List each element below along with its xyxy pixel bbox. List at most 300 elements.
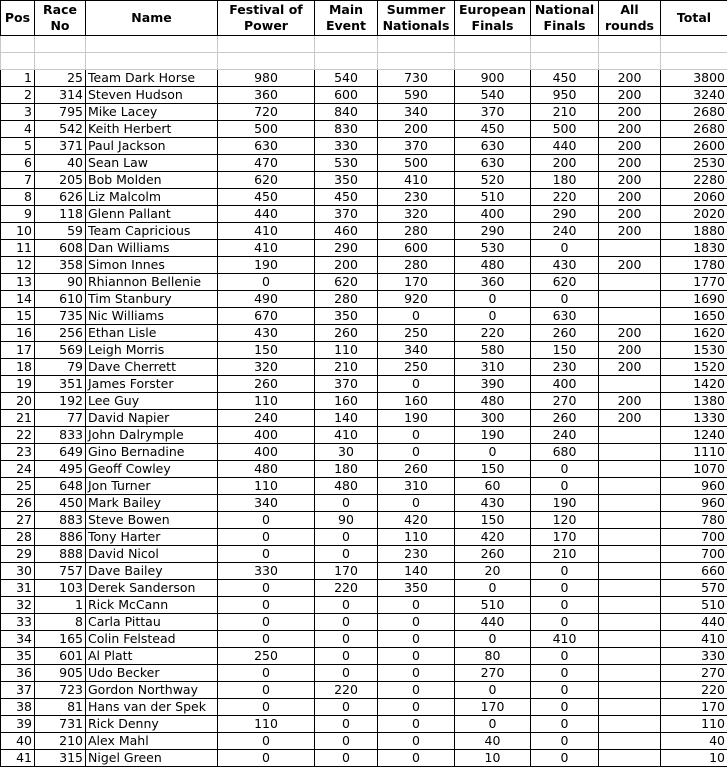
cell-summer: 0 — [378, 495, 455, 512]
cell-race-no: 886 — [35, 529, 86, 546]
cell-total: 1070 — [661, 461, 727, 478]
cell-pos: 25 — [1, 478, 35, 495]
cell-national: 210 — [531, 546, 599, 563]
cell-pos: 20 — [1, 393, 35, 410]
cell-summer: 350 — [378, 580, 455, 597]
table-row — [1, 121, 727, 138]
cell-all-rounds — [599, 376, 661, 393]
cell-all-rounds: 200 — [599, 359, 661, 376]
cell-all-rounds — [599, 597, 661, 614]
cell-name: Keith Herbert — [86, 121, 218, 138]
table-row — [1, 461, 727, 478]
cell-total: 3800 — [661, 70, 727, 87]
cell-festival: 720 — [218, 104, 315, 121]
cell-festival: 630 — [218, 138, 315, 155]
cell-festival: 400 — [218, 427, 315, 444]
cell-total: 2530 — [661, 155, 727, 172]
cell-national: 0 — [531, 648, 599, 665]
cell-national: 150 — [531, 342, 599, 359]
cell-main-event: 30 — [315, 444, 378, 461]
cell-festival: 0 — [218, 682, 315, 699]
cell-all-rounds — [599, 478, 661, 495]
cell-summer: 190 — [378, 410, 455, 427]
cell-race-no: 103 — [35, 580, 86, 597]
cell-european: 80 — [455, 648, 531, 665]
cell-pos: 18 — [1, 359, 35, 376]
cell-total: 570 — [661, 580, 727, 597]
cell-european: 0 — [455, 580, 531, 597]
cell-national: 440 — [531, 138, 599, 155]
header-row — [1, 1, 727, 36]
table-row — [1, 682, 727, 699]
cell-main-event: 370 — [315, 206, 378, 223]
cell-all-rounds: 200 — [599, 189, 661, 206]
cell-name: Alex Mahl — [86, 733, 218, 750]
cell-race-no: 450 — [35, 495, 86, 512]
cell-pos: 39 — [1, 716, 35, 733]
cell-name: Bob Molden — [86, 172, 218, 189]
table-row — [1, 291, 727, 308]
cell-summer: 160 — [378, 393, 455, 410]
cell-main-event: 140 — [315, 410, 378, 427]
cell-european: 310 — [455, 359, 531, 376]
cell-all-rounds — [599, 529, 661, 546]
cell-race-no: 315 — [35, 750, 86, 767]
cell-main-event: 0 — [315, 750, 378, 767]
cell-national: 0 — [531, 665, 599, 682]
cell-total: 1380 — [661, 393, 727, 410]
cell-name: Geoff Cowley — [86, 461, 218, 478]
cell-main-event: 200 — [315, 257, 378, 274]
cell-pos: 30 — [1, 563, 35, 580]
cell-main-event: 290 — [315, 240, 378, 257]
cell-race-no: 59 — [35, 223, 86, 240]
cell-race-no: 569 — [35, 342, 86, 359]
cell-main-event: 350 — [315, 308, 378, 325]
cell-total: 1690 — [661, 291, 727, 308]
cell-main-event: 0 — [315, 733, 378, 750]
cell-national: 500 — [531, 121, 599, 138]
cell-festival: 0 — [218, 512, 315, 529]
cell-name: Derek Sanderson — [86, 580, 218, 597]
cell-summer: 200 — [378, 121, 455, 138]
cell-all-rounds — [599, 461, 661, 478]
cell-race-no: 8 — [35, 614, 86, 631]
cell-all-rounds — [599, 427, 661, 444]
cell-total: 960 — [661, 478, 727, 495]
cell-race-no: 735 — [35, 308, 86, 325]
cell-european: 540 — [455, 87, 531, 104]
cell-festival: 490 — [218, 291, 315, 308]
cell-festival: 410 — [218, 240, 315, 257]
cell-all-rounds — [599, 750, 661, 767]
cell-european: 510 — [455, 597, 531, 614]
cell-main-event: 0 — [315, 546, 378, 563]
table-row — [1, 631, 727, 648]
cell-summer: 600 — [378, 240, 455, 257]
cell-festival: 0 — [218, 274, 315, 291]
cell-main-event: 830 — [315, 121, 378, 138]
cell-total: 1620 — [661, 325, 727, 342]
cell-european: 530 — [455, 240, 531, 257]
cell-race-no: 79 — [35, 359, 86, 376]
cell-pos: 29 — [1, 546, 35, 563]
cell-festival: 0 — [218, 614, 315, 631]
cell-main-event: 450 — [315, 189, 378, 206]
cell-national: 170 — [531, 529, 599, 546]
cell-summer: 370 — [378, 138, 455, 155]
table-row — [1, 546, 727, 563]
cell-total: 440 — [661, 614, 727, 631]
cell-national: 0 — [531, 580, 599, 597]
cell-total: 1880 — [661, 223, 727, 240]
cell-festival: 0 — [218, 597, 315, 614]
cell-summer: 250 — [378, 359, 455, 376]
cell-national: 950 — [531, 87, 599, 104]
cell-name: Lee Guy — [86, 393, 218, 410]
cell-national: 0 — [531, 614, 599, 631]
cell-pos: 15 — [1, 308, 35, 325]
cell-all-rounds: 200 — [599, 121, 661, 138]
cell-pos: 19 — [1, 376, 35, 393]
cell-european: 20 — [455, 563, 531, 580]
table-row — [1, 223, 727, 240]
cell-name: Ethan Lisle — [86, 325, 218, 342]
cell-national: 260 — [531, 410, 599, 427]
cell-name: Nigel Green — [86, 750, 218, 767]
column-header-pos: Pos — [1, 1, 35, 36]
cell-name: Team Capricious — [86, 223, 218, 240]
cell-festival: 480 — [218, 461, 315, 478]
cell-name: Tim Stanbury — [86, 291, 218, 308]
cell-all-rounds — [599, 699, 661, 716]
cell-pos: 10 — [1, 223, 35, 240]
cell-main-event: 170 — [315, 563, 378, 580]
cell-name: Carla Pittau — [86, 614, 218, 631]
cell-name: Rhiannon Bellenie — [86, 274, 218, 291]
table-row — [1, 427, 727, 444]
cell-pos: 21 — [1, 410, 35, 427]
cell-all-rounds: 200 — [599, 206, 661, 223]
table-row — [1, 665, 727, 682]
cell-festival: 240 — [218, 410, 315, 427]
table-row — [1, 308, 727, 325]
blank-row — [1, 53, 727, 70]
table-body — [1, 36, 727, 767]
cell-pos: 40 — [1, 733, 35, 750]
cell-name: Gordon Northway — [86, 682, 218, 699]
cell-name: Sean Law — [86, 155, 218, 172]
cell-all-rounds — [599, 716, 661, 733]
cell-pos: 28 — [1, 529, 35, 546]
cell-main-event: 210 — [315, 359, 378, 376]
cell-main-event: 530 — [315, 155, 378, 172]
cell-festival: 340 — [218, 495, 315, 512]
cell-pos: 5 — [1, 138, 35, 155]
cell-all-rounds — [599, 682, 661, 699]
cell-summer: 0 — [378, 665, 455, 682]
cell-pos: 33 — [1, 614, 35, 631]
table-row — [1, 648, 727, 665]
cell-total: 1780 — [661, 257, 727, 274]
cell-race-no: 371 — [35, 138, 86, 155]
cell-european: 150 — [455, 461, 531, 478]
cell-national: 260 — [531, 325, 599, 342]
cell-european: 480 — [455, 393, 531, 410]
cell-main-event: 600 — [315, 87, 378, 104]
cell-name: Gino Bernadine — [86, 444, 218, 461]
cell-name: David Nicol — [86, 546, 218, 563]
cell-festival: 400 — [218, 444, 315, 461]
table-row — [1, 699, 727, 716]
cell-all-rounds: 200 — [599, 325, 661, 342]
cell-all-rounds — [599, 580, 661, 597]
cell-national: 270 — [531, 393, 599, 410]
cell-national: 0 — [531, 478, 599, 495]
cell-name: Paul Jackson — [86, 138, 218, 155]
cell-national: 190 — [531, 495, 599, 512]
cell-name: Colin Felstead — [86, 631, 218, 648]
table-row — [1, 240, 727, 257]
table-row — [1, 444, 727, 461]
cell-european: 370 — [455, 104, 531, 121]
cell-european: 170 — [455, 699, 531, 716]
cell-festival: 0 — [218, 699, 315, 716]
cell-total: 220 — [661, 682, 727, 699]
cell-national: 230 — [531, 359, 599, 376]
cell-main-event: 0 — [315, 614, 378, 631]
cell-race-no: 883 — [35, 512, 86, 529]
cell-national: 0 — [531, 563, 599, 580]
cell-national: 200 — [531, 155, 599, 172]
cell-total: 2280 — [661, 172, 727, 189]
cell-pos: 38 — [1, 699, 35, 716]
cell-all-rounds — [599, 648, 661, 665]
cell-pos: 36 — [1, 665, 35, 682]
cell-total: 1770 — [661, 274, 727, 291]
cell-total: 700 — [661, 546, 727, 563]
cell-summer: 0 — [378, 444, 455, 461]
cell-race-no: 833 — [35, 427, 86, 444]
cell-national: 680 — [531, 444, 599, 461]
cell-pos: 2 — [1, 87, 35, 104]
cell-summer: 110 — [378, 529, 455, 546]
cell-race-no: 77 — [35, 410, 86, 427]
cell-european: 0 — [455, 682, 531, 699]
cell-total: 1830 — [661, 240, 727, 257]
cell-race-no: 210 — [35, 733, 86, 750]
cell-main-event: 480 — [315, 478, 378, 495]
cell-national: 0 — [531, 716, 599, 733]
cell-total: 2060 — [661, 189, 727, 206]
table-row — [1, 189, 727, 206]
cell-main-event: 330 — [315, 138, 378, 155]
cell-summer: 0 — [378, 682, 455, 699]
cell-main-event: 540 — [315, 70, 378, 87]
cell-festival: 500 — [218, 121, 315, 138]
table-row — [1, 478, 727, 495]
cell-all-rounds — [599, 614, 661, 631]
cell-summer: 730 — [378, 70, 455, 87]
table-row — [1, 733, 727, 750]
cell-total: 1110 — [661, 444, 727, 461]
cell-national: 450 — [531, 70, 599, 87]
cell-european: 430 — [455, 495, 531, 512]
cell-race-no: 601 — [35, 648, 86, 665]
cell-pos: 26 — [1, 495, 35, 512]
cell-race-no: 118 — [35, 206, 86, 223]
cell-name: Simon Innes — [86, 257, 218, 274]
cell-european: 40 — [455, 733, 531, 750]
cell-summer: 260 — [378, 461, 455, 478]
cell-main-event: 220 — [315, 580, 378, 597]
cell-european: 150 — [455, 512, 531, 529]
cell-summer: 140 — [378, 563, 455, 580]
column-header-summer: Summer Nationals — [378, 1, 455, 36]
cell-main-event: 0 — [315, 699, 378, 716]
cell-summer: 320 — [378, 206, 455, 223]
cell-festival: 250 — [218, 648, 315, 665]
column-header-main-event: Main Event — [315, 1, 378, 36]
table-row — [1, 70, 727, 87]
cell-name: Steve Bowen — [86, 512, 218, 529]
cell-name: Al Platt — [86, 648, 218, 665]
cell-national: 0 — [531, 291, 599, 308]
cell-european: 0 — [455, 444, 531, 461]
table-row — [1, 342, 727, 359]
column-header-race-no: Race No — [35, 1, 86, 36]
cell-festival: 360 — [218, 87, 315, 104]
cell-race-no: 314 — [35, 87, 86, 104]
cell-race-no: 723 — [35, 682, 86, 699]
table-row — [1, 257, 727, 274]
cell-name: Steven Hudson — [86, 87, 218, 104]
cell-summer: 0 — [378, 631, 455, 648]
cell-national: 220 — [531, 189, 599, 206]
cell-race-no: 256 — [35, 325, 86, 342]
cell-main-event: 460 — [315, 223, 378, 240]
cell-pos: 35 — [1, 648, 35, 665]
cell-race-no: 542 — [35, 121, 86, 138]
cell-total: 2020 — [661, 206, 727, 223]
cell-total: 170 — [661, 699, 727, 716]
column-header-european: European Finals — [455, 1, 531, 36]
table-row — [1, 325, 727, 342]
table-row — [1, 393, 727, 410]
cell-pos: 41 — [1, 750, 35, 767]
cell-race-no: 90 — [35, 274, 86, 291]
cell-all-rounds — [599, 546, 661, 563]
cell-summer: 0 — [378, 308, 455, 325]
cell-summer: 0 — [378, 427, 455, 444]
cell-pos: 3 — [1, 104, 35, 121]
table-row — [1, 138, 727, 155]
cell-race-no: 757 — [35, 563, 86, 580]
cell-national: 620 — [531, 274, 599, 291]
table-row — [1, 512, 727, 529]
cell-main-event: 840 — [315, 104, 378, 121]
cell-european: 0 — [455, 291, 531, 308]
cell-european: 0 — [455, 308, 531, 325]
cell-total: 1420 — [661, 376, 727, 393]
cell-pos: 17 — [1, 342, 35, 359]
cell-european: 390 — [455, 376, 531, 393]
cell-race-no: 40 — [35, 155, 86, 172]
cell-summer: 0 — [378, 376, 455, 393]
cell-name: Hans van der Spek — [86, 699, 218, 716]
cell-name: Nic Williams — [86, 308, 218, 325]
cell-national: 290 — [531, 206, 599, 223]
cell-pos: 1 — [1, 70, 35, 87]
cell-name: James Forster — [86, 376, 218, 393]
cell-main-event: 350 — [315, 172, 378, 189]
table-row — [1, 529, 727, 546]
cell-main-event: 260 — [315, 325, 378, 342]
cell-festival: 150 — [218, 342, 315, 359]
cell-national: 120 — [531, 512, 599, 529]
table-row — [1, 495, 727, 512]
cell-race-no: 649 — [35, 444, 86, 461]
cell-all-rounds: 200 — [599, 138, 661, 155]
column-header-national: National Finals — [531, 1, 599, 36]
cell-race-no: 626 — [35, 189, 86, 206]
column-header-total: Total — [661, 1, 727, 36]
table-row — [1, 172, 727, 189]
cell-summer: 590 — [378, 87, 455, 104]
cell-festival: 470 — [218, 155, 315, 172]
cell-european: 480 — [455, 257, 531, 274]
cell-main-event: 0 — [315, 648, 378, 665]
cell-name: Dave Bailey — [86, 563, 218, 580]
cell-race-no: 610 — [35, 291, 86, 308]
cell-summer: 0 — [378, 733, 455, 750]
cell-european: 630 — [455, 138, 531, 155]
cell-european: 580 — [455, 342, 531, 359]
cell-pos: 23 — [1, 444, 35, 461]
cell-festival: 0 — [218, 631, 315, 648]
cell-race-no: 358 — [35, 257, 86, 274]
cell-name: Glenn Pallant — [86, 206, 218, 223]
cell-national: 0 — [531, 699, 599, 716]
cell-national: 400 — [531, 376, 599, 393]
cell-main-event: 0 — [315, 665, 378, 682]
table-row — [1, 206, 727, 223]
cell-festival: 0 — [218, 580, 315, 597]
cell-name: Liz Malcolm — [86, 189, 218, 206]
cell-all-rounds: 200 — [599, 70, 661, 87]
cell-pos: 11 — [1, 240, 35, 257]
cell-total: 270 — [661, 665, 727, 682]
cell-total: 3240 — [661, 87, 727, 104]
cell-all-rounds: 200 — [599, 104, 661, 121]
cell-name: John Dalrymple — [86, 427, 218, 444]
cell-name: Dave Cherrett — [86, 359, 218, 376]
cell-european: 0 — [455, 631, 531, 648]
cell-name: Mike Lacey — [86, 104, 218, 121]
table-row — [1, 750, 727, 767]
cell-summer: 280 — [378, 257, 455, 274]
cell-pos: 4 — [1, 121, 35, 138]
cell-all-rounds — [599, 563, 661, 580]
cell-summer: 0 — [378, 699, 455, 716]
cell-race-no: 351 — [35, 376, 86, 393]
cell-national: 0 — [531, 240, 599, 257]
cell-total: 2680 — [661, 104, 727, 121]
table-row — [1, 614, 727, 631]
cell-pos: 6 — [1, 155, 35, 172]
cell-main-event: 410 — [315, 427, 378, 444]
cell-all-rounds: 200 — [599, 342, 661, 359]
